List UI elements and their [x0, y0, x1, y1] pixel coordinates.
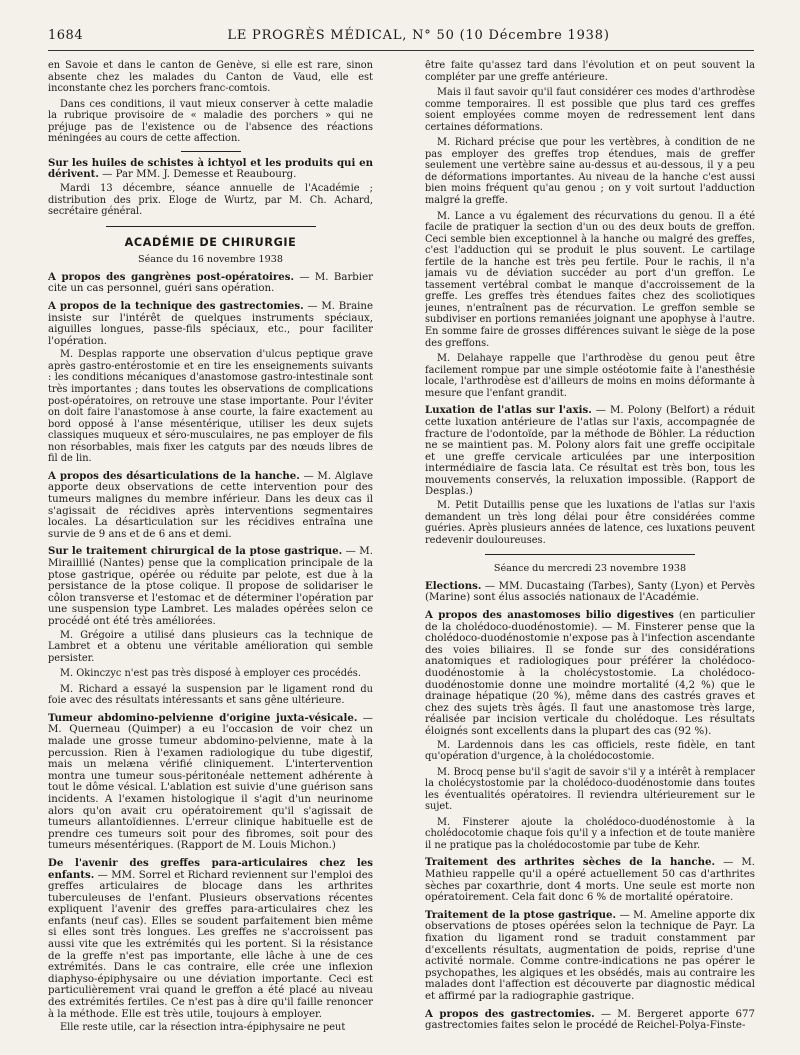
article-heading: A propos des gangrènes post-opératoires. — M. Barbier cite un cas personnel, guéri sans opération.	[48, 270, 373, 295]
paragraph: M. Desplas rapporte une observation d'ulcus peptique grave après gastro-entérostomie et en tire les enseignements suivants : les conditions mécaniques d'anastomose gastro-intestinale sont très importantes ; dans toutes les observations de complications post-opératoires, on retrouve une stase importante. Pour l'éviter on doit faire l'anastomose à anse courte, la faire exactement au bord opposé à l'anse mésentérique, utiliser les deux sujets classiques muqueux et séro-musculaires, ne pas employer de fils non résorbables, mais fixer les catguts par des nœuds libres de fil de lin.	[48, 349, 373, 465]
article-heading: Traitement de la ptose gastrique. — M. Ameline apporte dix observations de ptoses opérées selon la technique de Payr. La fixation du ligament rond se traduit constamment par d'excellents résultats, augmentation de poids, reprise d'une activité normale. Comme contre-indications ne pas opérer le psychopathes, les algiques et les obsédés, mais au contraire les malades dont l'affection est découverte par diagnostic médical et affirmé par la radiographie gastrique.	[425, 908, 755, 1002]
paragraph: être faite qu'assez tard dans l'évolution et on peut souvent la compléter par une greffe antérieure.	[425, 60, 755, 83]
article-heading: A propos de la technique des gastrectomies. — M. Braine insiste sur l'intérêt de quelques instruments spéciaux, aiguilles longues, passe-fils spéciaux, etc., pour faciliter l'opération.	[48, 299, 373, 347]
journal-title: LE PROGRÈS MÉDICAL, N° 50 (10 Décembre 1938)	[227, 28, 610, 43]
article-heading: Elections. — MM. Ducastaing (Tarbes), Santy (Lyon) et Pervès (Marine) sont élus associés nationaux de l'Académie.	[425, 579, 755, 604]
paragraph: M. Richard précise que pour les vertèbres, à condition de ne pas employer des greffes trop étendues, mais de greffer seulement une vertèbre saine au-dessus et au-dessous, il y a peu de déformations importantes. Au niveau de la hanche c'est aussi bien moins fréquent qu'au genou ; on y voit surtout l'adduction malgré la greffe.	[425, 137, 755, 207]
paragraph: Mardi 13 décembre, séance annuelle de l'Académie ; distribution des prix. Eloge de Wurtz, par M. Ch. Achard, secrétaire général.	[48, 183, 373, 218]
session-date: Séance du 16 novembre 1938	[138, 254, 283, 266]
article-heading: De l'avenir des greffes para-articulaires chez les enfants. — MM. Sorrel et Richard reviennent sur l'emploi des greffes articulaires de blocage dans les arthrites tuberculeuses de l'enfant. Plusieurs observations récentes expliquent l'avenir des greffes para-articulaires chez les enfants (neuf cas). Elles se soudent parfaitement bien même si elles sont très longues. Les greffes ne s'accroissent pas aussi vite que les extrémités qui les portent. Si la résistance de la greffe n'est pas importante, elle lâche à une de ces extrémités. Dans le cas contraire, elle crée une inflexion diaphyso-épiphysaire ou une déviation importante. Ceci est particulièrement vrai quand le greffon a été placé au niveau des extrémités fertiles. Ce n'est pas à dire qu'il faille renoncer à la méthode. Elle est très utile, toujours à employer.	[48, 856, 373, 1020]
paragraph: M. Delahaye rappelle que l'arthrodèse du genou peut être facilement rompue par une simple ostéotomie faite à l'anesthésie locale, l'arthrodèse est d'ailleurs de moins en moins déformante à mesure que l'enfant grandit.	[425, 353, 755, 399]
left-column	[48, 60, 373, 1047]
paragraph: M. Brocq pense bu'il s'agit de savoir s'il y a intérêt à remplacer la cholécystostomie par la cholédoco-duodénostomie dans toutes les éventualités opératoires. Il reviendra ultérieurement sur le sujet.	[425, 766, 755, 813]
right-column	[425, 60, 755, 1047]
paragraph: M. Grégoire a utilisé dans plusieurs cas la technique de Lambret et a obtenu une véritable amélioration qui semble persister.	[48, 629, 373, 664]
article-heading: A propos des anastomoses bilio digestives (en particulier de la cholédoco-duodénostomie). — M. Finsterer pense que la cholédoco-duodénostomie n'expose pas à l'infection ascendante des voies biliaires. Il se fonde sur des considérations anatomiques et radiologiques pour préférer la cholédoco-duodénostomie à la cholécystostomie. La cholédoco-duodénostomie donne une moindre mortalité (4,2 %) que le drainage hépatique (20 %), même dans des castrés graves et chez des sujets très âgés. Il faut une anastomose très large, réalisée par incision verticale du cholédoque. Les résultats éloignés sont excellents dans la plupart des cas (92 %).	[425, 608, 755, 737]
paragraph: Dans ces conditions, il vaut mieux conserver à cette maladie la rubrique provisoire de « maladie des porchers » qui ne préjuge pas de l'existence ou de l'absence des réactions méningées au cours de cette affection.	[48, 98, 373, 145]
section-title: ACADÉMIE DE CHIRURGIE	[124, 235, 297, 249]
article-heading: Luxation de l'atlas sur l'axis. — M. Polony (Belfort) a réduit cette luxation antérieure de l'atlas sur l'axis, accompagnée de fracture de l'odontoïde, par la méthode de Böhler. La réduction ne se maintient pas. M. Polony alors fait une greffe occipitale et une greffe cervicale articulées par une interposition intermédiaire de fascia lata. Ce résultat est très bon, tous les mouvements conservés, la reluxation impossible. (Rapport de Desplas.)	[425, 404, 755, 498]
article-heading: A propos des gastrectomies. — M. Bergeret apporte 677 gastrectomies faites selon le procédé de Reichel-Polya-Finste-	[425, 1007, 755, 1032]
paragraph: M. Petit Dutaillis pense que les luxations de l'atlas sur l'axis demandent un très long délai pour être considérées comme guéries. Après plusieurs années de latence, ces luxations peuvent redevenir douloureuses.	[425, 500, 755, 546]
paragraph: M. Lance a vu également des récurvations du genou. Il a été facile de pratiquer la section d'un ou des deux bouts de greffon. Ceci semble bien exceptionnel à la hanche ou malgré des greffes, c'est l'adduction qui se produit le plus souvent. Le cartilage fertile de la hanche est très peu fertile. Pour le rachis, il n'a jamais vu de déviation succéder au port d'un greffon. Le tassement vertébral combat le manque d'accroissement de la greffe. Les greffes très étendues faites chez des scoliotiques jeunes, n'entraînent pas de récurvation. Le greffon semble se subdiviser en portions remaniées joignant une apophyse à l'autre. En somme faire de grosses différences suivant le siège de la pose des greffons.	[425, 210, 755, 349]
article-heading: Sur le traitement chirurgical de la ptose gastrique. — M. Mirailllié (Nantes) pense que la complication principale de la ptose gastrique, opérée ou réduite par pelote, est due à la persistance de la ptose colique. Il propose de solidariser le côlon transverse et l'estomac et de déterminer l'opération par une suspension type Lambret. Les malades opérées selon ce procédé ont été très améliorées.	[48, 545, 373, 627]
divider	[106, 226, 316, 227]
paragraph: Elle reste utile, car la résection intra-épiphysaire ne peut	[60, 1022, 346, 1034]
article-heading: A propos des désarticulations de la hanche. — M. Alglave apporte deux observations de cette intervention pour des tumeurs malignes du membre inférieur. Dans les deux cas il s'agissait de récidives après interventions segmentaires locales. La désarticulation sur les récidives entraîna une survie de 9 ans et de 6 ans et demi.	[48, 469, 373, 540]
page-header	[48, 28, 754, 51]
article-heading: Sur les huiles de schistes à ichtyol et les produits qui en dérivent. — Par MM. J. Demesse et Reaubourg.	[48, 156, 373, 181]
paragraph: en Savoie et dans le canton de Genève, si elle est rare, sinon absente chez les malades du Canton de Vaud, elle est inconstante chez les porchers franc-comtois.	[48, 60, 373, 95]
paragraph: Mais il faut savoir qu'il faut considérer ces modes d'arthrodèse comme temporaires. Il est possible que plus tard ces greffes soient employées comme moyen de redressement lent dans certaines déformations.	[425, 87, 755, 133]
divider	[485, 554, 695, 555]
paragraph: M. Okinczyc n'est pas très disposé à employer ces procédés.	[60, 668, 361, 680]
article-heading: Tumeur abdomino-pelvienne d'origine juxta-vésicale. — M. Querneau (Quimper) a eu l'occasion de voir chez un malade une grosse tumeur abdomino-pelvienne, mate à la percussion. Rien à l'examen radiologique du tube digestif, mais un melæna vérifié cliniquement. L'intertervention montra une tumeur sous-péritonéale nettement adhérente à tout le dôme vésical. L'ablation est suivie d'une guérison sans incidents. A l'examen histologique il s'agit d'un neurinome alors qu'on avait cru opératoirement qu'il s'agissait de tumeurs allantoïdiennes. L'erreur clinique habituelle est de prendre ces tumeurs soit pour des fibromes, soit pour des tumeurs mésentériques. (Rapport de M. Louis Michon.)	[48, 711, 373, 852]
divider	[181, 151, 241, 152]
paragraph: M. Lardennois dans les cas officiels, reste fidèle, en tant qu'opération d'urgence, à la cholédocostomie.	[425, 739, 755, 763]
paragraph: M. Finsterer ajoute la cholédoco-duodénostomie à la cholédocotomie chaque fois qu'il y a infection et de toute manière il ne pratique pas la cholédocostomie par tube de Kehr.	[425, 816, 755, 851]
article-heading: Traitement des arthrites sèches de la hanche. — M. Mathieu rappelle qu'il a opéré actuellement 50 cas d'arthrites sèches par coxarthrie, dont 4 morts. Une seule est morte non opératoirement. Cela fait donc 6 % de mortalité opératoire.	[425, 856, 755, 904]
page-number: 1684	[48, 28, 84, 43]
paragraph: M. Richard a essayé la suspension par le ligament rond du foie avec des résultats intéressants et sans gêne ultérieure.	[48, 683, 373, 707]
session-date: Séance du mercredi 23 novembre 1938	[493, 563, 687, 575]
